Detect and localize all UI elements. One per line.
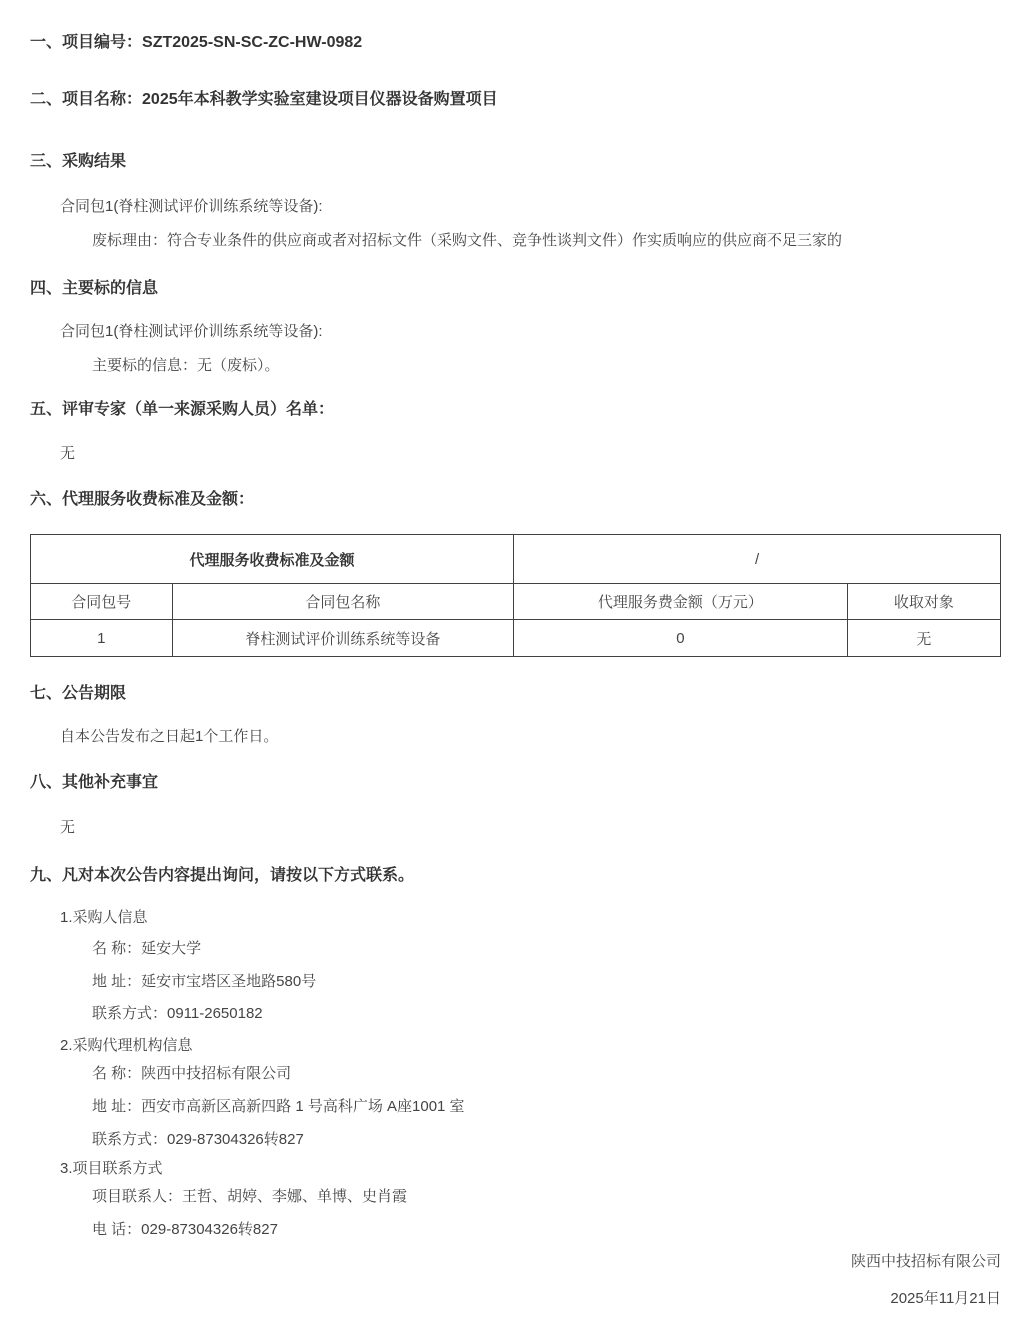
experts-value: 无 <box>60 445 76 462</box>
table-row <box>31 620 1001 657</box>
table-merged-header-left: 代理服务收费标准及金额 <box>31 535 514 584</box>
project-number-label: 一、项目编号： <box>30 34 143 51</box>
purchaser-info-title: 1.采购人信息 <box>60 909 148 926</box>
agency-contact: 联系方式：029-87304326转827 <box>92 1131 304 1148</box>
cell-package-no: 1 <box>31 620 173 657</box>
main-subject-package-line: 合同包1(脊柱测试评价训练系统等设备): <box>60 323 323 340</box>
cell-charge-target: 无 <box>847 620 1000 657</box>
column-header-charge-target: 收取对象 <box>847 584 1000 620</box>
procurement-result-package-line: 合同包1(脊柱测试评价训练系统等设备): <box>60 198 323 215</box>
section-main-subject-heading: 四、主要标的信息 <box>30 280 159 297</box>
agency-fee-table <box>30 534 1001 657</box>
agency-address: 地 址：西安市高新区高新四路 1 号高科广场 A座1001 室 <box>92 1098 465 1115</box>
section-procurement-result-heading: 三、采购结果 <box>30 153 127 170</box>
project-name-value: 2025年本科教学实验室建设项目仪器设备购置项目 <box>142 91 498 108</box>
project-contact-title: 3.项目联系方式 <box>60 1160 163 1177</box>
section-project-number <box>30 33 1001 53</box>
main-subject-info-line: 主要标的信息：无（废标）。 <box>92 357 280 374</box>
section-agency-fee-heading: 六、代理服务收费标准及金额： <box>30 491 255 508</box>
other-matters-value: 无 <box>60 819 76 836</box>
column-header-package-no: 合同包号 <box>31 584 173 620</box>
purchaser-contact: 联系方式：0911-2650182 <box>92 1005 263 1022</box>
footer-date: 2025年11月21日 <box>890 1290 1001 1307</box>
agency-name: 名 称：陕西中技招标有限公司 <box>92 1065 292 1082</box>
procurement-result-reason-line: 废标理由：符合专业条件的供应商或者对招标文件（采购文件、竞争性谈判文件）作实质响应的供应商不足三家的 <box>92 232 843 249</box>
column-header-fee-amount: 代理服务费金额（万元） <box>514 584 848 620</box>
section-other-matters-heading: 八、其他补充事宜 <box>30 774 159 791</box>
purchaser-address: 地 址：延安市宝塔区圣地路580号 <box>92 973 317 990</box>
section-announcement-period-heading: 七、公告期限 <box>30 685 127 702</box>
table-column-header-row <box>31 584 1001 620</box>
section-contact-heading: 九、凡对本次公告内容提出询问，请按以下方式联系。 <box>30 867 415 884</box>
column-header-package-name: 合同包名称 <box>172 584 513 620</box>
purchaser-name: 名 称：延安大学 <box>92 940 202 957</box>
table-merged-header-row <box>31 535 1001 584</box>
announcement-period-value: 自本公告发布之日起1个工作日。 <box>60 728 279 745</box>
project-number-value: SZT2025-SN-SC-ZC-HW-0982 <box>142 34 363 51</box>
table-merged-header-right: / <box>514 535 1001 584</box>
section-project-name <box>30 90 1001 110</box>
project-contacts: 项目联系人：王哲、胡婷、李娜、单博、史肖霞 <box>92 1188 408 1205</box>
agency-info-title: 2.采购代理机构信息 <box>60 1037 193 1054</box>
project-name-label: 二、项目名称： <box>30 91 143 108</box>
cell-package-name: 脊柱测试评价训练系统等设备 <box>172 620 513 657</box>
section-experts-heading: 五、评审专家（单一来源采购人员）名单： <box>30 401 335 418</box>
cell-fee-amount: 0 <box>514 620 848 657</box>
project-phone: 电 话：029-87304326转827 <box>92 1221 278 1238</box>
footer-company: 陕西中技招标有限公司 <box>850 1253 1001 1270</box>
